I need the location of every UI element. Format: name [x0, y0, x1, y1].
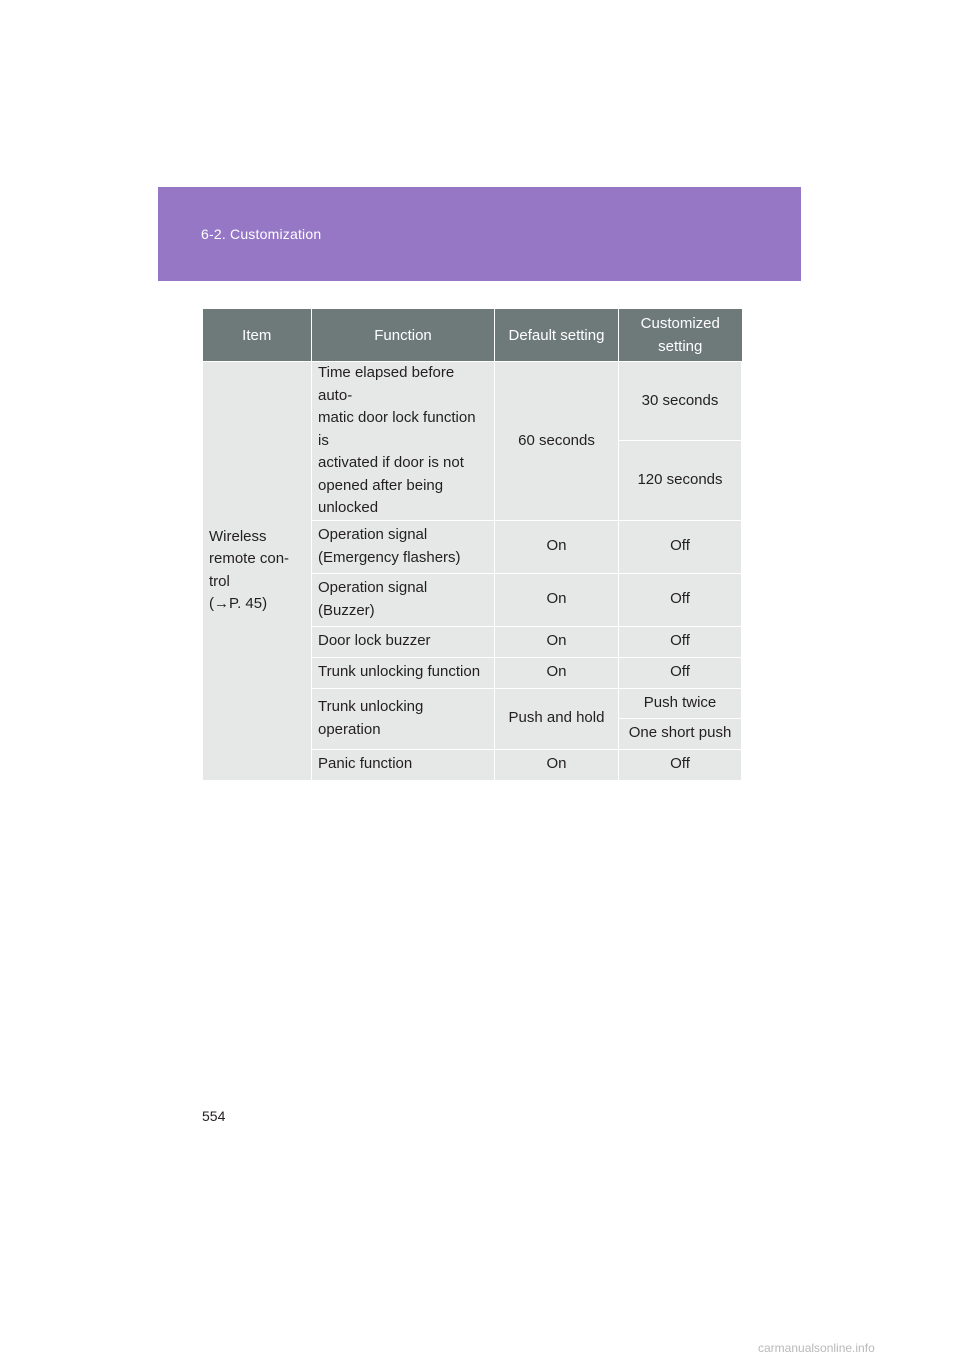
function-cell [312, 520, 495, 573]
page-number: 554 [202, 1108, 226, 1124]
item-line: trol [209, 572, 230, 590]
watermark: carmanualsonline.info [758, 1341, 875, 1355]
item-line: remote con- [209, 550, 290, 568]
function-cell [312, 362, 495, 521]
item-cell [203, 362, 312, 781]
function-line: Operation signal [318, 579, 428, 596]
header-band [158, 187, 801, 281]
default-cell: 60 seconds [495, 362, 619, 521]
default-cell: On [495, 573, 619, 626]
section-title: 6-2. Customization [201, 226, 322, 242]
function-line: Time elapsed before auto- [318, 364, 455, 404]
function-line: opened after being [318, 476, 444, 494]
table-row [203, 362, 742, 441]
custom-cell: Off [619, 657, 742, 688]
customization-table [202, 309, 742, 781]
function-line: (Emergency flashers) [318, 548, 461, 566]
function-cell: Trunk unlocking function [312, 657, 495, 688]
default-cell: On [495, 657, 619, 688]
function-cell: Door lock buzzer [312, 626, 495, 657]
default-cell: Push and hold [495, 688, 619, 749]
function-line: (Buzzer) [318, 601, 375, 619]
custom-cell: Off [619, 520, 742, 573]
custom-cell: Push twice [619, 688, 742, 718]
column-header-item: Item [203, 309, 312, 362]
custom-cell: Off [619, 573, 742, 626]
function-cell: Trunk unlocking operation [312, 688, 495, 749]
function-line: unlocked [318, 499, 379, 516]
page-reference: (→P. 45) [209, 595, 268, 613]
function-line: activated if door is not [318, 454, 464, 471]
function-line: Operation signal [318, 526, 428, 543]
column-header-default: Default setting [495, 309, 619, 362]
custom-cell: 30 seconds [619, 362, 742, 441]
custom-cell: Off [619, 626, 742, 657]
default-cell: On [495, 749, 619, 780]
column-header-customized: Customized setting [619, 309, 742, 362]
table-header-row [203, 309, 742, 362]
custom-cell: One short push [619, 718, 742, 749]
custom-cell: 120 seconds [619, 440, 742, 520]
column-header-function: Function [312, 309, 495, 362]
default-cell: On [495, 626, 619, 657]
function-cell [312, 573, 495, 626]
function-line: matic door lock function is [318, 409, 476, 449]
item-line: Wireless [209, 527, 267, 545]
default-cell: On [495, 520, 619, 573]
custom-cell: Off [619, 749, 742, 780]
function-cell: Panic function [312, 749, 495, 780]
